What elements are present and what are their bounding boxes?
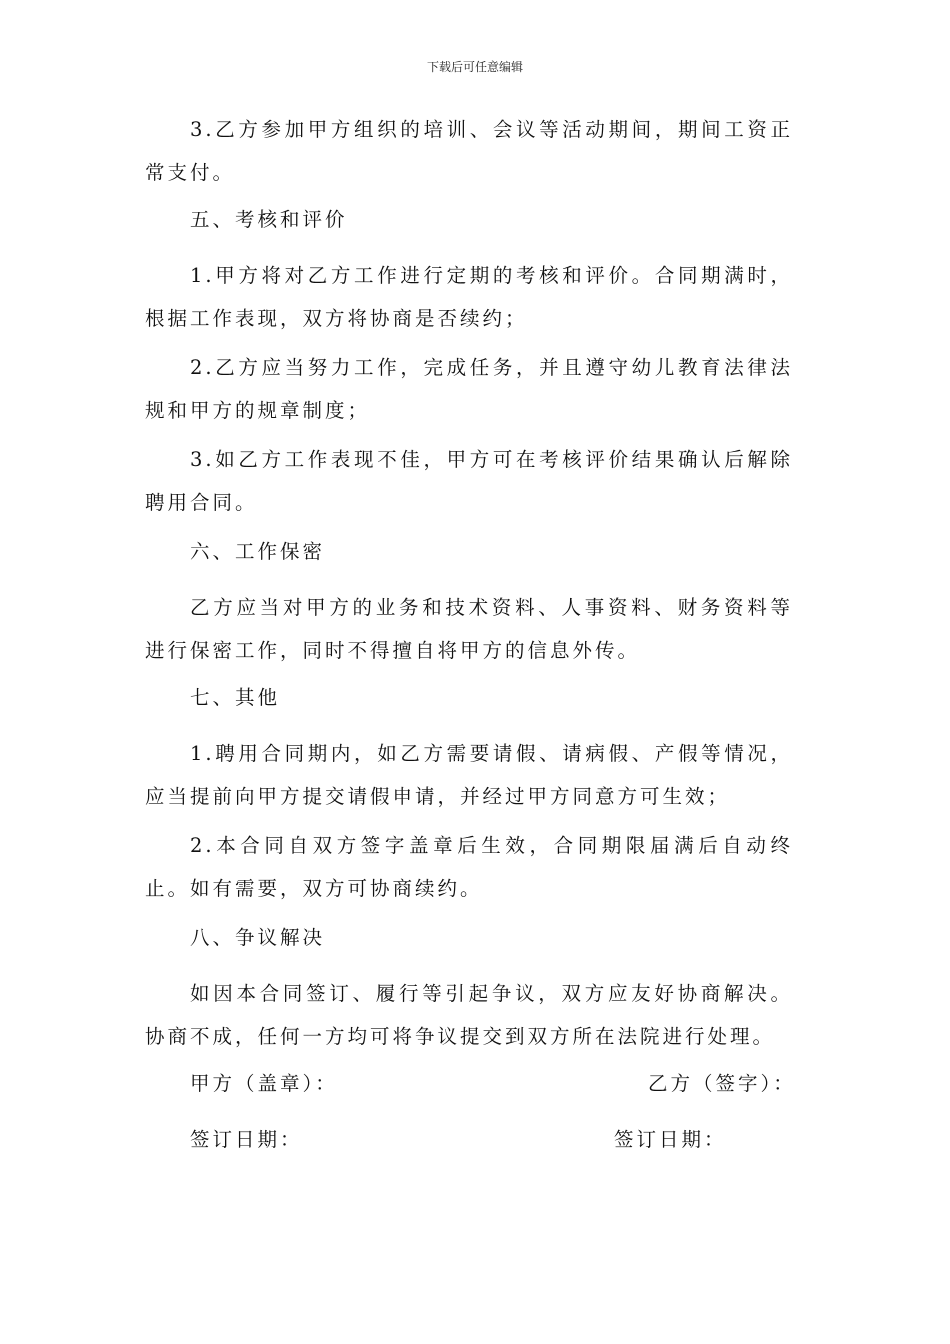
clause-4-3: 3.乙方参加甲方组织的培训、会议等活动期间，期间工资正常支付。 [145,118,793,184]
header-note: 下载后可任意编辑 [426,60,523,74]
clause-7-2: 2.本合同自双方签字盖章后生效，合同期限届满后自动终止。如有需要，双方可协商续约。 [145,834,793,900]
section-6-heading: 六、工作保密 [190,540,326,563]
party-b-sign-label: 乙方（签字）： [648,1072,796,1095]
clause-5-3: 3.如乙方工作表现不佳，甲方可在考核评价结果确认后解除聘用合同。 [145,448,793,514]
clause-6-text: 乙方应当对甲方的业务和技术资料、人事资料、财务资料等进行保密工作，同时不得擅自将甲方的信息外传。 [145,596,793,662]
clause-5-2: 2.乙方应当努力工作，完成任务，并且遵守幼儿教育法律法规和甲方的规章制度； [145,356,793,422]
clause-5-1: 1.甲方将对乙方工作进行定期的考核和评价。合同期满时，根据工作表现，双方将协商是否续约； [145,264,793,330]
section-8-heading: 八、争议解决 [190,926,326,949]
party-b-date-label: 签订日期： [614,1128,727,1151]
section-5-heading: 五、考核和评价 [190,208,348,231]
party-a-seal-label: 甲方（盖章）： [190,1072,338,1095]
section-7-heading: 七、其他 [190,686,281,709]
clause-7-1: 1.聘用合同期内，如乙方需要请假、请病假、产假等情况，应当提前向甲方提交请假申请，并经过甲方同意方可生效； [145,742,793,808]
party-a-date-label: 签订日期： [190,1128,303,1151]
clause-8-text: 如因本合同签订、履行等引起争议，双方应友好协商解决。协商不成，任何一方均可将争议提交到双方所在法院进行处理。 [145,982,793,1048]
